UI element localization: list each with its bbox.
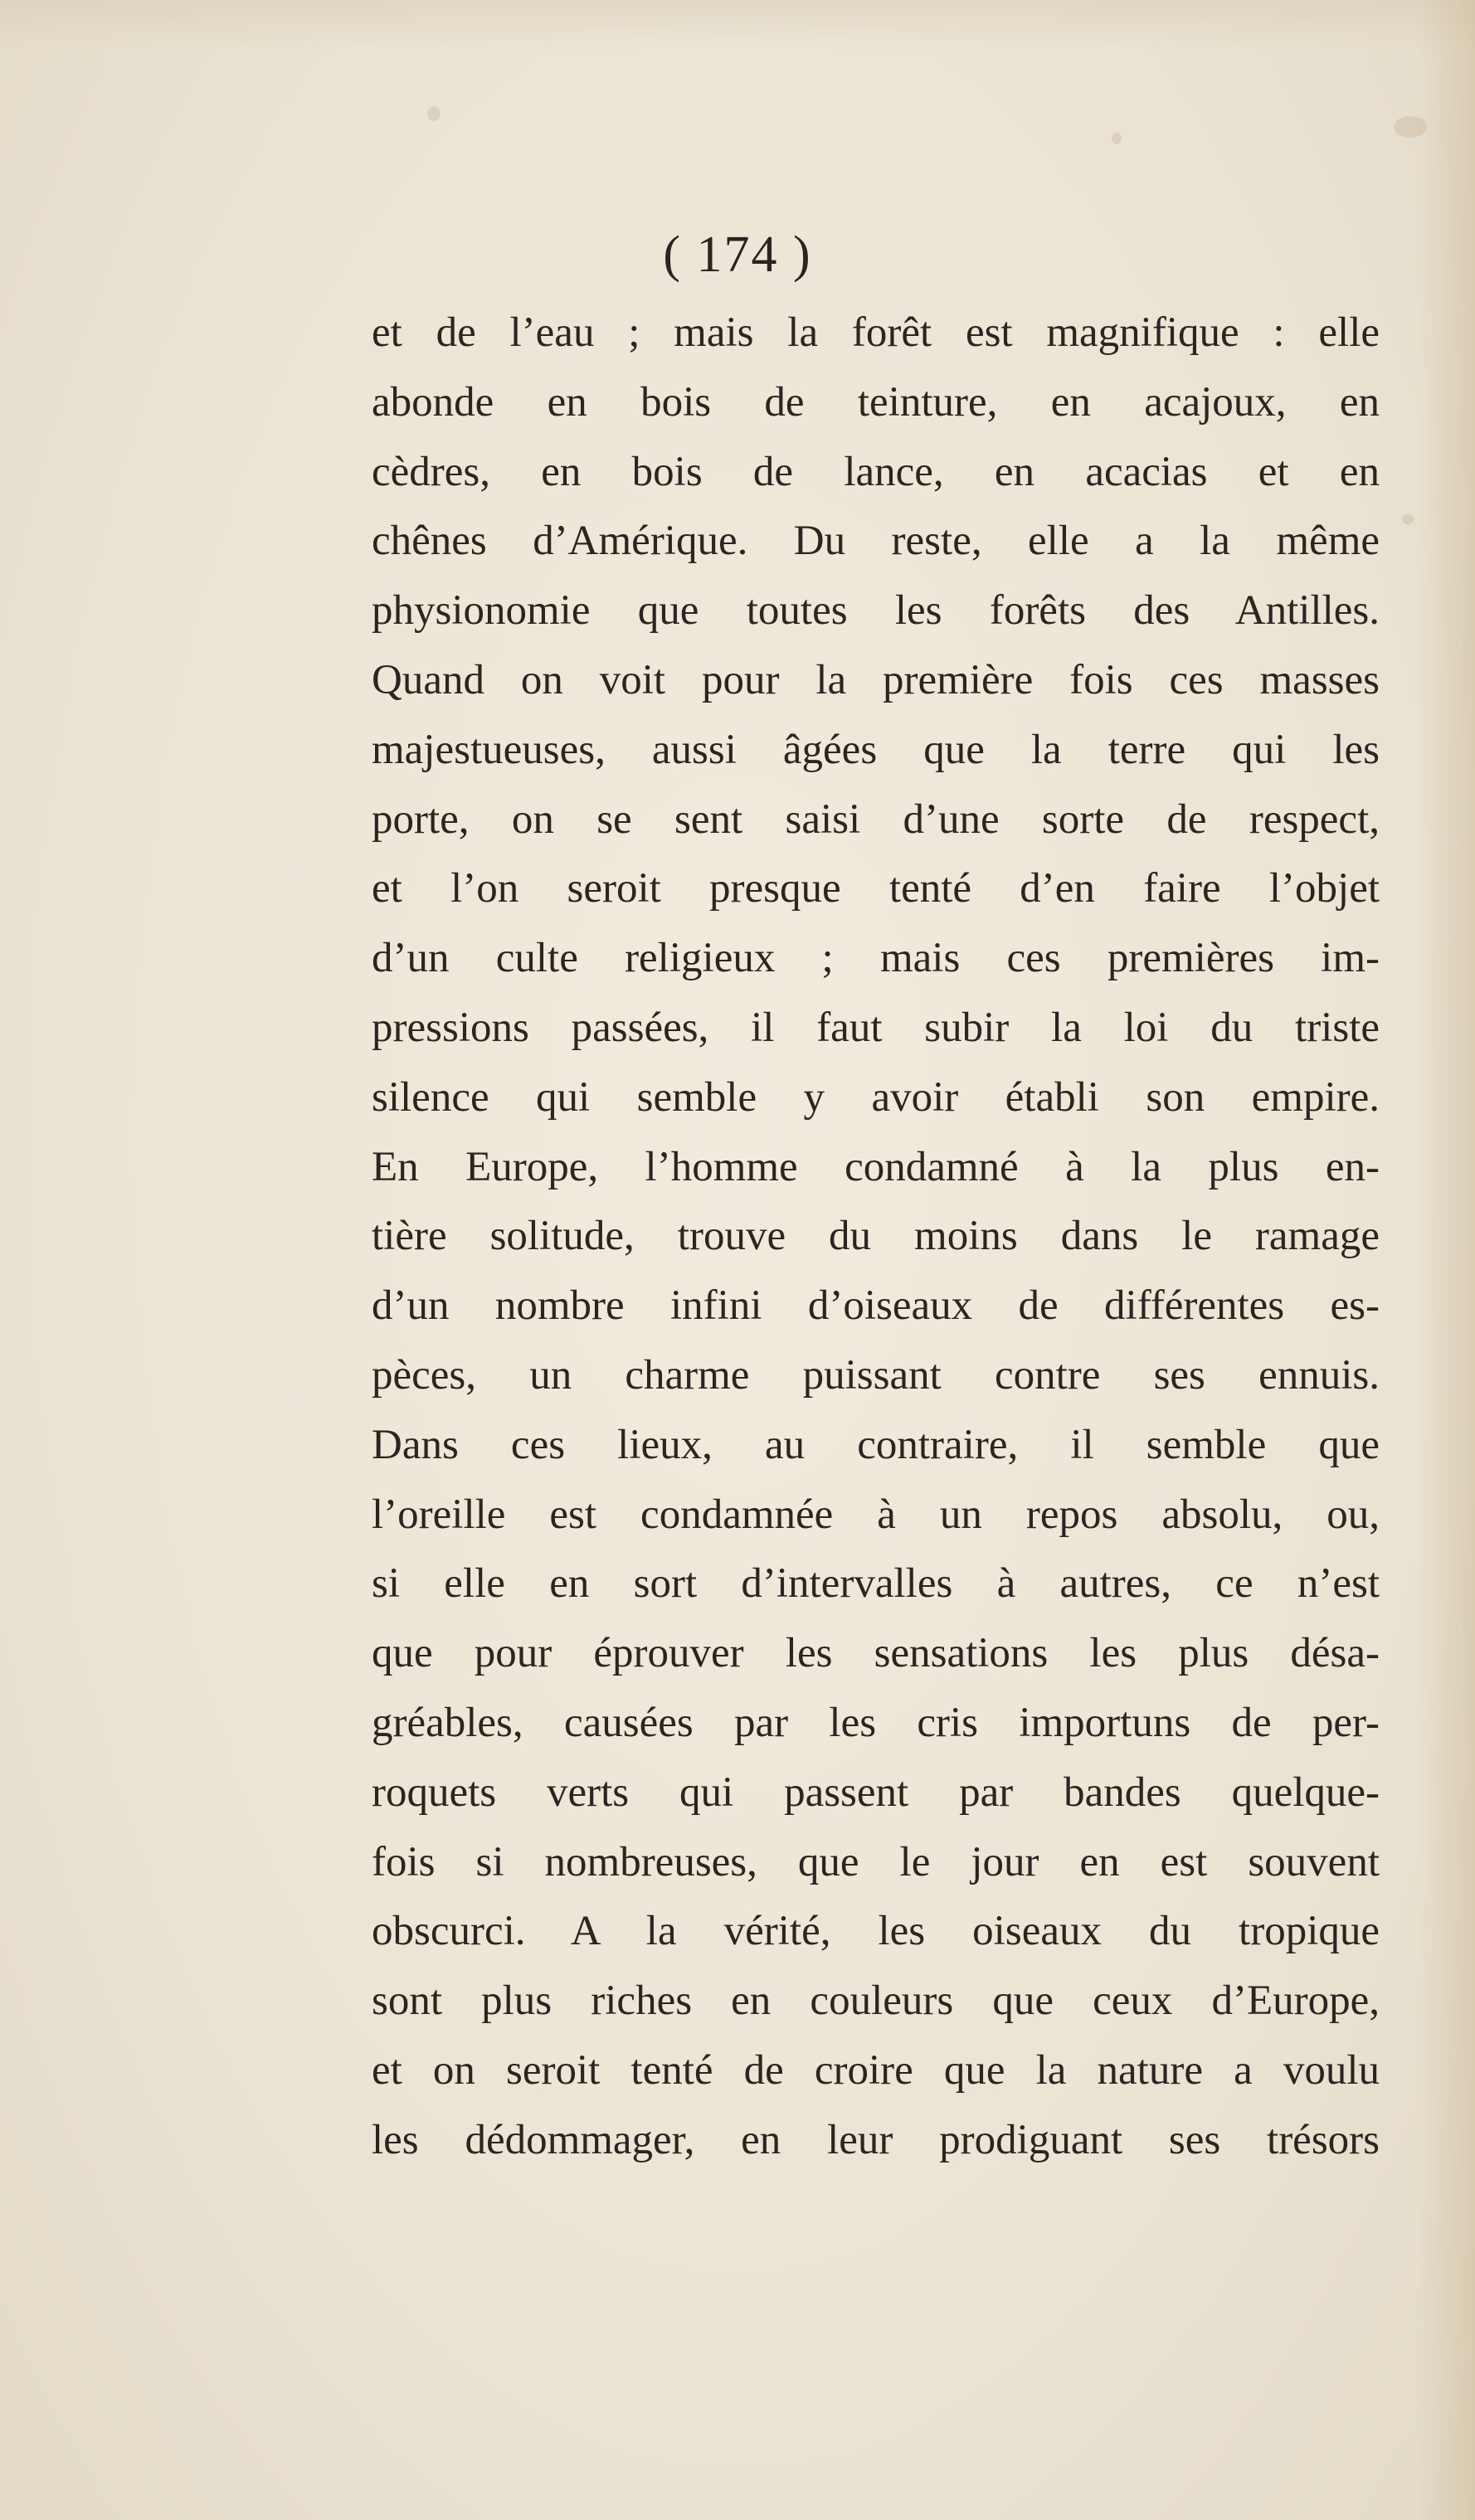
page-edge-shading bbox=[1417, 0, 1475, 2520]
text-line: majestueuses, aussi âgées que la terre qui les bbox=[372, 726, 1380, 773]
text-line: silence qui semble y avoir établi son empire. bbox=[372, 1073, 1380, 1121]
page-number: ( 174 ) bbox=[663, 226, 812, 283]
text-line: abonde en bois de teinture, en acajoux, en bbox=[372, 378, 1380, 426]
text-line: fois si nombreuses, que le jour en est souvent bbox=[372, 1838, 1380, 1885]
text-line: tière solitude, trouve du moins dans le ramage bbox=[372, 1213, 1380, 1260]
text-line: roquets verts qui passent par bandes quelque- bbox=[372, 1768, 1380, 1816]
text-line: les dédommager, en leur prodiguant ses trésors bbox=[372, 2116, 1380, 2163]
text-line: sont plus riches en couleurs que ceux d’Europe, bbox=[372, 1978, 1380, 2025]
text-line: et de l’eau ; mais la forêt est magnifique : elle bbox=[372, 309, 1380, 356]
foxing-spot bbox=[1402, 514, 1414, 524]
text-line: si elle en sort d’intervalles à autres, ce n’est bbox=[372, 1560, 1380, 1608]
text-line: que pour éprouver les sensations les plus désa- bbox=[372, 1630, 1380, 1677]
text-line: physionomie que toutes les forêts des Antilles. bbox=[372, 587, 1380, 635]
text-line: gréables, causées par les cris importuns de per- bbox=[372, 1699, 1380, 1746]
text-line: pressions passées, il faut subir la loi du triste bbox=[372, 1004, 1380, 1051]
text-line: obscurci. A la vérité, les oiseaux du tropique bbox=[372, 1908, 1380, 1955]
text-line: cèdres, en bois de lance, en acacias et en bbox=[372, 448, 1380, 495]
text-line: d’un culte religieux ; mais ces premières im- bbox=[372, 935, 1380, 982]
text-line: et l’on seroit presque tenté d’en faire l’objet bbox=[372, 865, 1380, 912]
foxing-spot bbox=[427, 106, 441, 121]
text-line: Dans ces lieux, au contraire, il semble que bbox=[372, 1421, 1380, 1468]
text-line: Quand on voit pour la première fois ces masses bbox=[372, 656, 1380, 703]
body-text bbox=[372, 299, 1380, 2176]
text-line: d’un nombre infini d’oiseaux de différentes es- bbox=[372, 1282, 1380, 1330]
foxing-spot bbox=[1394, 116, 1427, 138]
text-line: pèces, un charme puissant contre ses ennuis. bbox=[372, 1351, 1380, 1399]
text-line: porte, on se sent saisi d’une sorte de respect, bbox=[372, 795, 1380, 843]
text-line: et on seroit tenté de croire que la nature a voulu bbox=[372, 2046, 1380, 2094]
text-line: En Europe, l’homme condamné à la plus en- bbox=[372, 1143, 1380, 1190]
text-line: l’oreille est condamnée à un repos absolu, ou, bbox=[372, 1491, 1380, 1538]
foxing-spot bbox=[1112, 133, 1122, 144]
page-top-shading bbox=[0, 0, 1475, 50]
text-line: chênes d’Amérique. Du reste, elle a la même bbox=[372, 518, 1380, 565]
